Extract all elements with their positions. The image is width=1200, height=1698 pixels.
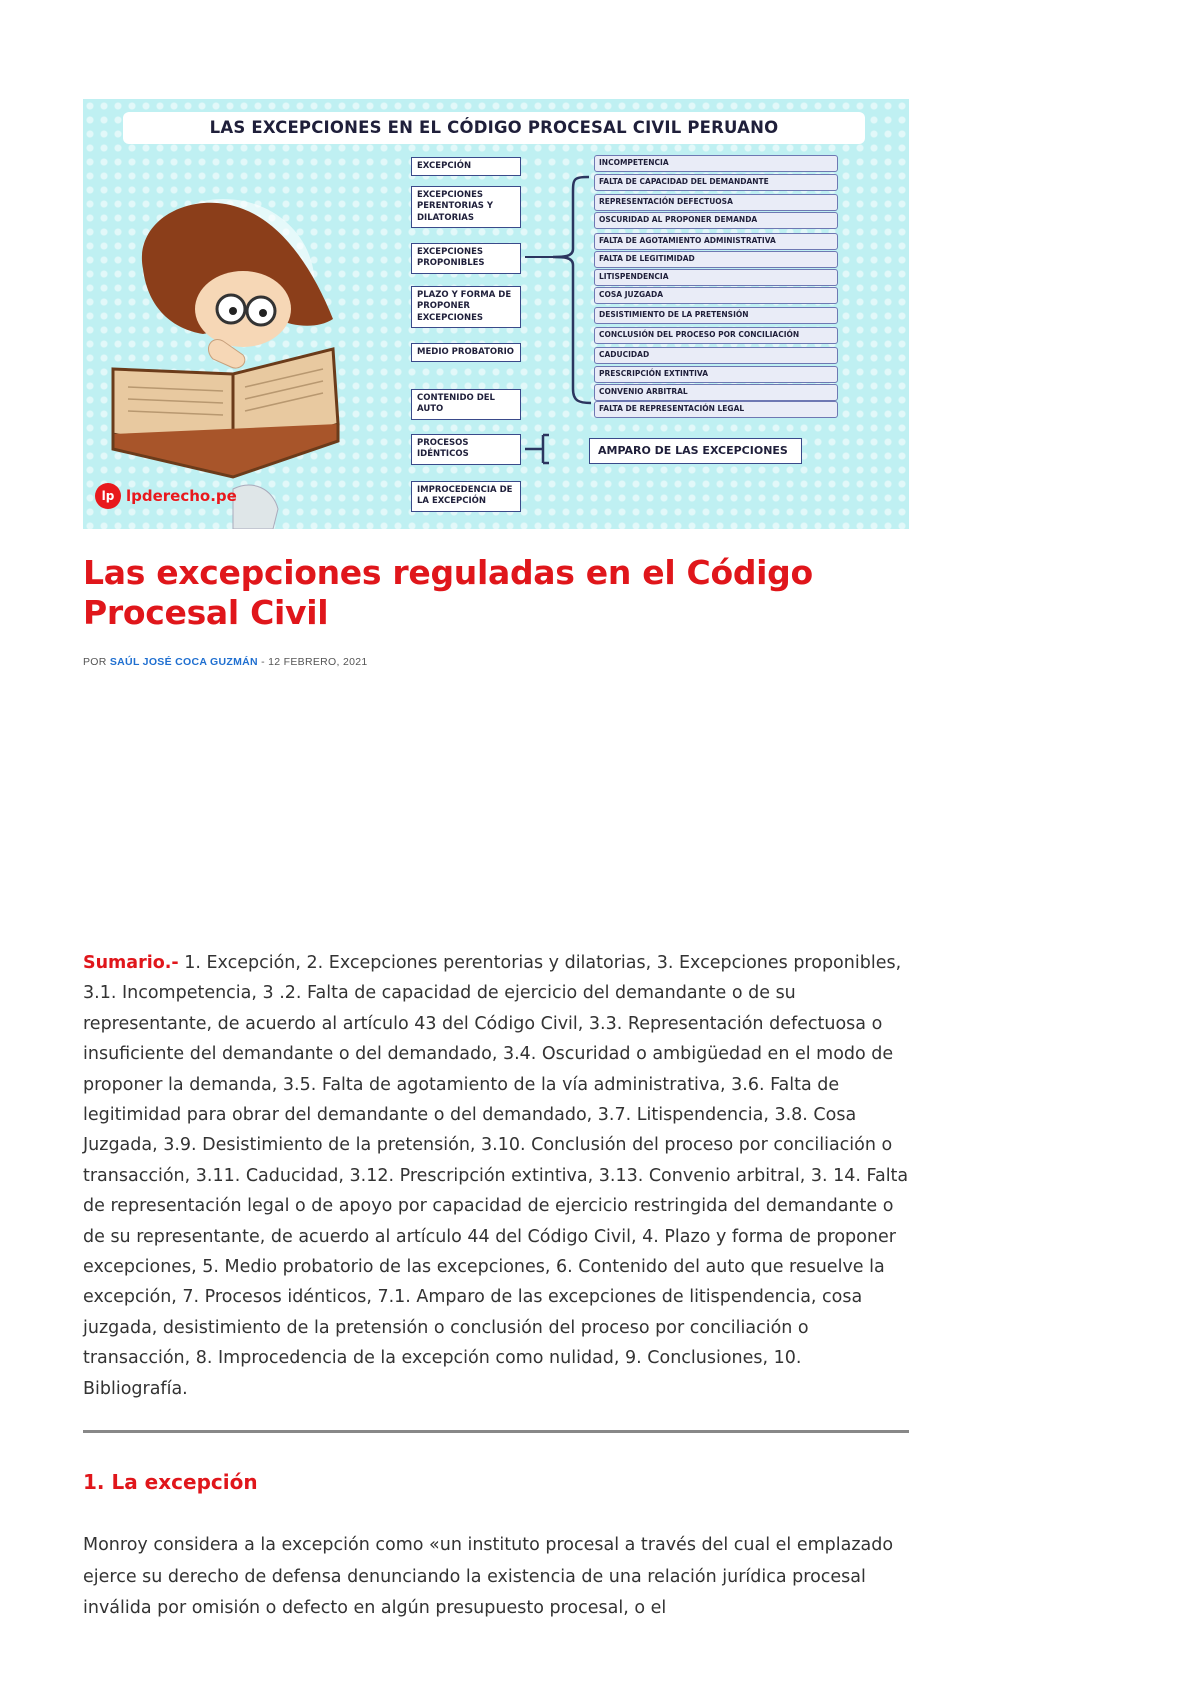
logo-text: lpderecho.pe [126,487,237,505]
infographic-right-item: OSCURIDAD AL PROPONER DEMANDA [594,212,838,229]
infographic-left-item: PROCESOS IDÉNTICOS [411,434,521,465]
infographic-right-item: CADUCIDAD [594,347,838,364]
infographic-right-item: FALTA DE REPRESENTACIÓN LEGAL [594,401,838,418]
infographic-right-item: FALTA DE LEGITIMIDAD [594,251,838,268]
author-link[interactable]: SAÚL JOSÉ COCA GUZMÁN [109,656,258,668]
infographic-right-item: COSA JUZGADA [594,287,838,304]
byline-separator: - [261,656,265,668]
infographic-right-item: REPRESENTACIÓN DEFECTUOSA [594,194,838,211]
article-title: Las excepciones reguladas en el Código Procesal Civil [83,553,813,632]
bracket-connector [523,99,603,529]
infographic-right-item: PRESCRIPCIÓN EXTINTIVA [594,366,838,383]
lpderecho-logo[interactable] [95,483,237,509]
article-byline [83,656,368,668]
infographic-left-item: CONTENIDO DEL AUTO [411,389,521,420]
infographic-right-item: CONVENIO ARBITRAL [594,384,838,401]
summary-text: 1. Excepción, 2. Excepciones perentorias y dilatorias, 3. Excepciones proponibles, 3.1. Incompetencia, 3 .2. Falta de capacidad de ejercicio del demandante o de su representante, de acuerdo al artículo 43 del Código Civil, 3.3. Representación defectuosa o insuficiente del demandante o del demandado, 3.4. Oscuridad o ambigüedad en el modo de proponer la demanda, 3.5. Falta de agotamiento de la vía administrativa, 3.6. Falta de legitimidad para obrar del demandante o del demandado, 3.7. Litispendencia, 3.8. Cosa Juzgada, 3.9. Desistimiento de la pretensión, 3.10. Conclusión del proceso por conciliación o transacción, 3.11. Caducidad, 3.12. Prescripción extintiva, 3.13. Convenio arbitral, 3. 14. Falta de representación legal o de apoyo por capacidad de ejercicio restringida del demandante o de su representante, de acuerdo al artículo 44 del Código Civil, 4. Plazo y forma de proponer excepciones, 5. Medio probatorio de las excepciones, 6. Contenido del auto que resuelve la excepción, 7. Procesos idénticos, 7.1. Amparo de las excepciones de litispendencia, cosa juzgada, desistimiento de la pretensión o conclusión del proceso por conciliación o transacción, 8. Improcedencia de la excepción como nulidad, 9. Conclusiones, 10. Bibliografía. [83,953,909,1399]
infographic-title: LAS EXCEPCIONES EN EL CÓDIGO PROCESAL CIVIL PERUANO [123,112,865,144]
section-divider [83,1430,909,1433]
infographic-left-item: EXCEPCIONES PERENTORIAS Y DILATORIAS [411,186,521,228]
infographic-left-item: EXCEPCIONES PROPONIBLES [411,243,521,274]
infographic-right-item: CONCLUSIÓN DEL PROCESO POR CONCILIACIÓN [594,327,838,344]
infographic-right-item: FALTA DE CAPACIDAD DEL DEMANDANTE [594,174,838,191]
infographic-right-item: FALTA DE AGOTAMIENTO ADMINISTRATIVA [594,233,838,250]
byline-prefix: POR [83,656,107,668]
infographic-left-item: EXCEPCIÓN [411,157,521,176]
publish-date: 12 FEBRERO, 2021 [268,656,368,668]
featured-image [83,99,909,529]
infographic-amparo-box: AMPARO DE LAS EXCEPCIONES [589,438,802,464]
infographic-left-item: MEDIO PROBATORIO [411,343,521,362]
lp-logo-icon: lp [95,483,121,509]
article-summary [83,948,909,1404]
section-heading: 1. La excepción [83,1470,258,1494]
infographic-left-item: IMPROCEDENCIA DE LA EXCEPCIÓN [411,481,521,512]
infographic-left-item: PLAZO Y FORMA DE PROPONER EXCEPCIONES [411,286,521,328]
infographic-right-item: LITISPENDENCIA [594,269,838,286]
summary-label: Sumario.- [83,953,179,973]
reading-lawyer-illustration [83,159,383,529]
infographic-right-item: DESISTIMIENTO DE LA PRETENSIÓN [594,307,838,324]
infographic-right-item: INCOMPETENCIA [594,155,838,172]
section-paragraph: Monroy considera a la excepción como «un instituto procesal a través del cual el emplazado ejerce su derecho de defensa denunciando la existencia de una relación jurídica procesal inválida por omisión o defecto en algún presupuesto procesal, o el [83,1535,894,1618]
